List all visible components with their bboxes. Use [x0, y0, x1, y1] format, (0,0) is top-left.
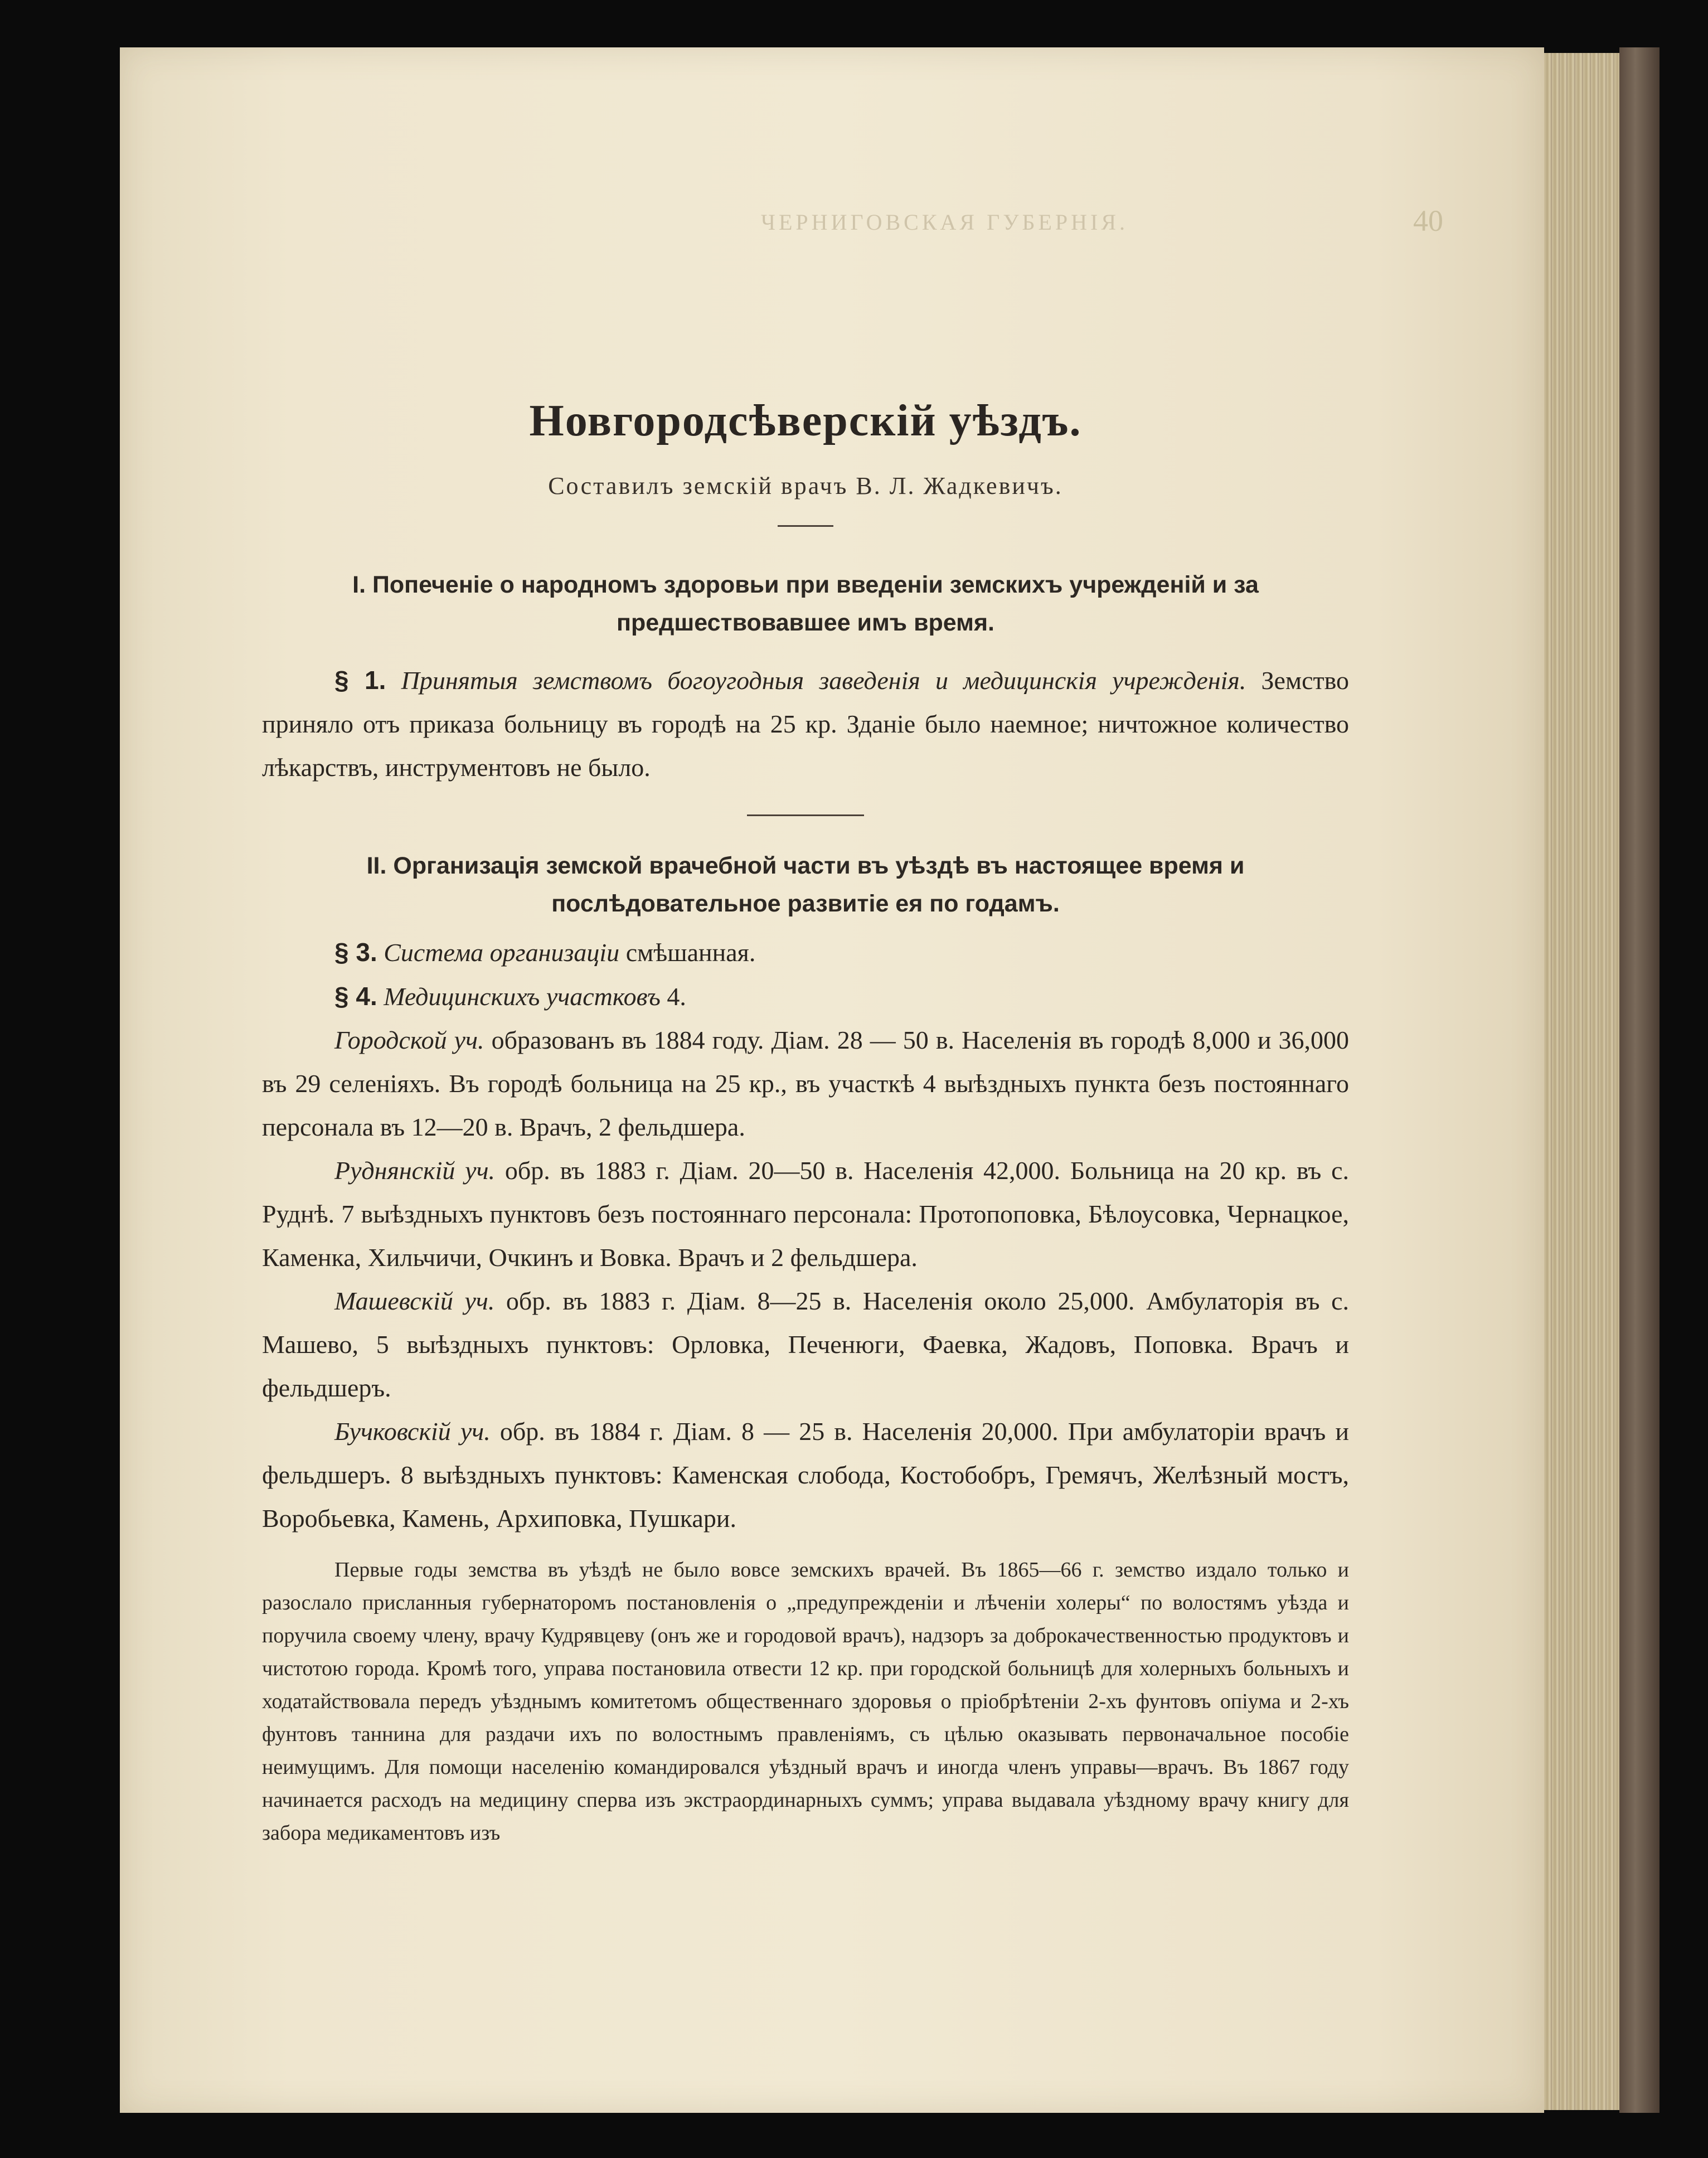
paragraph-3-italic: Система организаціи [384, 938, 620, 967]
section-1-heading [262, 566, 1349, 642]
section-2-heading [262, 847, 1349, 923]
paragraph-1-italic: Принятыя земствомъ богоугодныя заведенія и медицинскія учрежденія. [401, 666, 1246, 695]
section-mark: § 3. [334, 938, 377, 967]
paragraph-1 [262, 658, 1349, 789]
section-2-heading-line1: II. Организація земской врачебной части въ уѣздѣ въ настоящее время и [366, 852, 1245, 879]
section-1-heading-line1: I. Попеченіе о народномъ здоровьи при введеніи земскихъ учрежденій и за [352, 571, 1259, 598]
paragraph-4 [262, 974, 1349, 1019]
book-cover-edge [1619, 47, 1660, 2113]
district-text: обр. въ 1883 г. Діам. 20—50 в. Населенія 42,000. Больница на 20 кр. въ с. Руднѣ. 7 выѣздныхъ пунктовъ безъ постояннаго персонала: Протопоповка, Бѣлоусовка, Чернацкое, Каменка, Хильчичи, Очкинъ и Вовка. Врачъ и 2 фельдшера. [262, 1156, 1350, 1272]
section-2-heading-line2: послѣдовательное развитіе ея по годамъ. [551, 890, 1060, 917]
section-1-heading-line2: предшествовавшее имъ время. [616, 609, 994, 636]
paragraph-4-text: 4. [660, 982, 686, 1011]
page-content [262, 396, 1349, 1850]
district-name: Машевскій уч. [334, 1287, 495, 1315]
district-text: обр. въ 1884 г. Діам. 8 — 25 в. Населенія 20,000. При амбулаторіи врачъ и фельдшеръ. 8 выѣздныхъ пунктовъ: Каменская слобода, Костобобръ, Гремячъ, Желѣзный мостъ, Воробьевка, Камень, Архиповка, Пушкари. [262, 1417, 1349, 1533]
paragraph-3 [262, 930, 1349, 974]
paragraph-1-text: Земство приняло отъ приказа больницу въ городѣ на 25 кр. Зданіе было наемное; ничтожное количество лѣкарствъ, инструментовъ не было. [262, 666, 1350, 782]
paragraph-4-italic: Медицинскихъ участковъ [384, 982, 661, 1011]
district-text: образованъ въ 1884 году. Діам. 28 — 50 в. Населенія въ городѣ 8,000 и 36,000 въ 29 селеніяхъ. Въ городѣ больница на 25 кр., въ участкѣ 4 выѣздныхъ пункта безъ постояннаго персонала въ 12—20 в. Врачъ, 2 фельдшера. [262, 1026, 1349, 1141]
divider-rule [747, 814, 864, 816]
district-name: Бучковскій уч. [334, 1417, 491, 1446]
district-paragraph [262, 1149, 1349, 1279]
paragraph-3-text: смѣшанная. [619, 938, 756, 967]
district-paragraph [262, 1279, 1349, 1410]
page-title: Новгородсѣверскій уѣздъ. [529, 396, 1082, 445]
divider-rule [778, 525, 833, 527]
district-name: Руднянскій уч. [334, 1156, 496, 1185]
footnote-paragraph: Первые годы земства въ уѣздѣ не было вовсе земскихъ врачей. Въ 1865—66 г. земство издало только и разослало присланныя губернаторомъ постановленія о „предупрежденіи и лѣченіи холеры“ по волостямъ уѣзда и поручила своему члену, врачу Кудрявцеву (онъ же и городовой врачъ), надзоръ за доброкачественностью продуктовъ и чистотою города. Кромѣ того, управа постановила отвести 12 кр. при городской больницѣ для холерныхъ больныхъ и ходатайствовала передъ уѣзднымъ комитетомъ общественнаго здоровья о пріобрѣтеніи 2-хъ фунтовъ опіума и 2-хъ фунтовъ таннина для раздачи ихъ по волостнымъ правленіямъ, съ цѣлью оказывать первоначальное пособіе неимущимъ. Для помощи населенію командировался уѣздный врачъ и иногда членъ управы—врачъ. Въ 1867 году начинается расходъ на медицину сперва изъ экстраординарныхъ суммъ; управа выдавала уѣздному врачу книгу для забора медикаментовъ изъ [262, 1558, 1349, 1845]
running-head: ЧЕРНИГОВСКАЯ ГУБЕРНІЯ. [761, 210, 1129, 235]
author-line: Составилъ земскій врачъ В. Л. Жадкевичъ. [548, 472, 1063, 500]
book-fore-edge [1544, 53, 1619, 2110]
section-mark: § 1. [334, 666, 386, 695]
page-number: 40 [1413, 204, 1443, 237]
district-paragraph [262, 1019, 1349, 1149]
section-mark: § 4. [334, 982, 377, 1011]
district-text: обр. въ 1883 г. Діам. 8—25 в. Населенія около 25,000. Амбулаторія въ с. Машево, 5 выѣздныхъ пунктовъ: Орловка, Печенюги, Фаевка, Жадовъ, Поповка. Врачъ и фельдшеръ. [262, 1287, 1349, 1402]
district-paragraph [262, 1410, 1349, 1540]
district-name: Городской уч. [334, 1026, 484, 1054]
